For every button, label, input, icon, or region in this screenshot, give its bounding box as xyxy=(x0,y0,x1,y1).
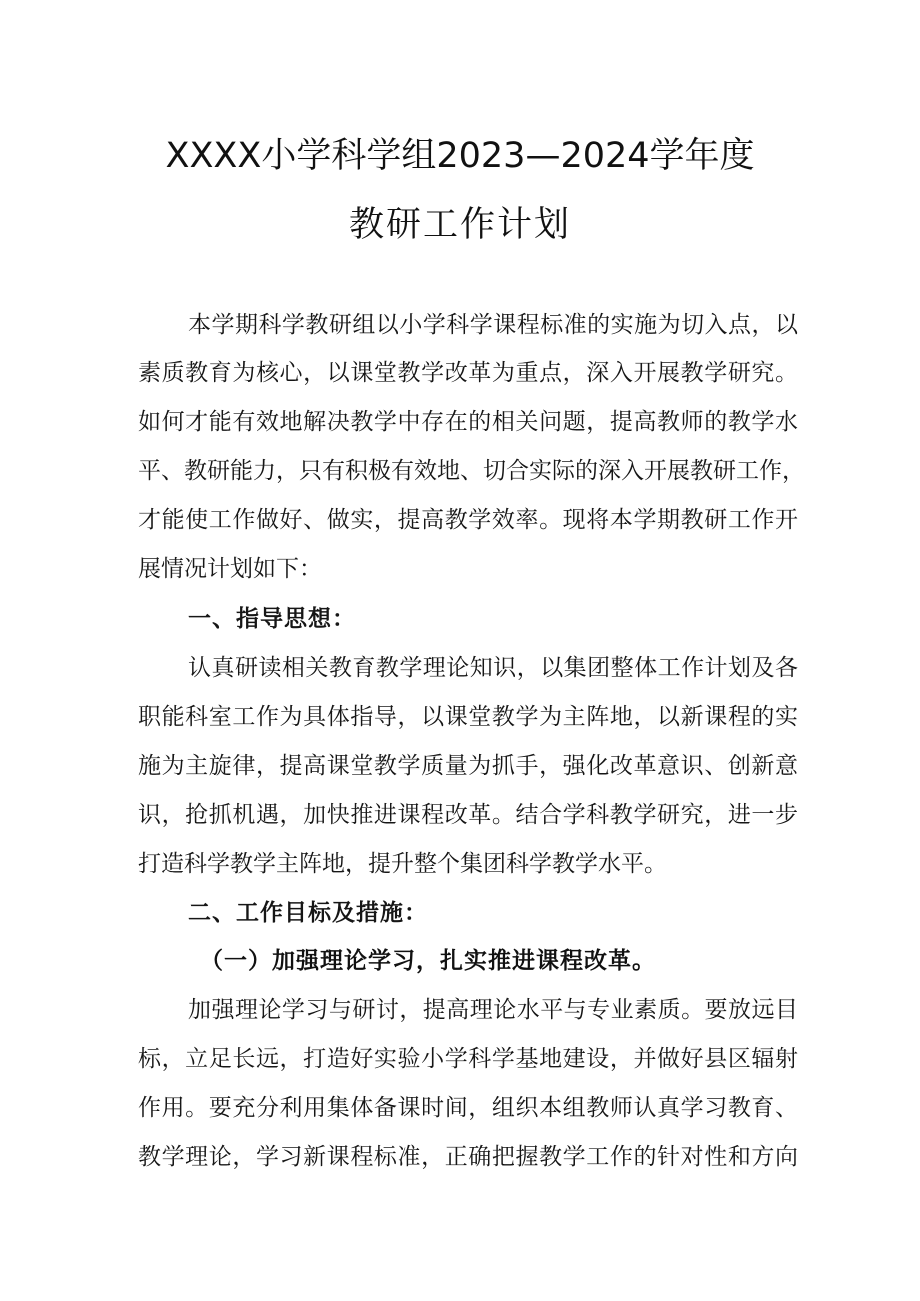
intro-line-1: 本学期科学教研组以小学科学课程标准的实施为切入点，以 xyxy=(188,312,798,338)
document-title-line1: XXXX小学科学组2023—2024学年度 xyxy=(165,136,755,176)
section1-line-1: 认真研读相关教育教学理论知识，以集团整体工作计划及各 xyxy=(188,655,798,681)
intro-line-2: 素质教育为核心，以课堂教学改革为重点，深入开展教学研究。 xyxy=(138,360,798,386)
section2-heading: 二、工作目标及措施： xyxy=(188,900,428,926)
section1-heading: 一、指导思想： xyxy=(188,606,356,632)
section2-sub1-line-3: 作用。要充分利用集体备课时间，组织本组教师认真学习教育、 xyxy=(138,1095,798,1121)
section1-line-4: 识，抢抓机遇，加快推进课程改革。结合学科教学研究，进一步 xyxy=(138,802,798,828)
section2-subheading-1: （一）加强理论学习，扎实推进课程改革。 xyxy=(200,948,656,974)
intro-line-4: 平、教研能力，只有积极有效地、切合实际的深入开展教研工作， xyxy=(138,458,805,484)
intro-line-3: 如何才能有效地解决教学中存在的相关问题，提高教师的教学水 xyxy=(138,409,798,435)
section2-sub1-line-2: 标，立足长远，打造好实验小学科学基地建设，并做好县区辐射 xyxy=(138,1046,798,1072)
section1-line-3: 施为主旋律，提高课堂教学质量为抓手，强化改革意识、创新意 xyxy=(138,753,798,779)
section1-line-5: 打造科学教学主阵地，提升整个集团科学教学水平。 xyxy=(138,851,667,877)
section1-line-2: 职能科室工作为具体指导，以课堂教学为主阵地，以新课程的实 xyxy=(138,704,798,730)
intro-line-6: 展情况计划如下： xyxy=(138,556,322,582)
section2-sub1-line-4: 教学理论，学习新课程标准，正确把握教学工作的针对性和方向 xyxy=(138,1144,798,1170)
intro-line-5: 才能使工作做好、做实，提高教学效率。现将本学期教研工作开 xyxy=(138,507,798,533)
section2-sub1-line-1: 加强理论学习与研讨，提高理论水平与专业素质。要放远目 xyxy=(188,997,798,1023)
document-title-line2: 教研工作计划 xyxy=(348,205,571,245)
